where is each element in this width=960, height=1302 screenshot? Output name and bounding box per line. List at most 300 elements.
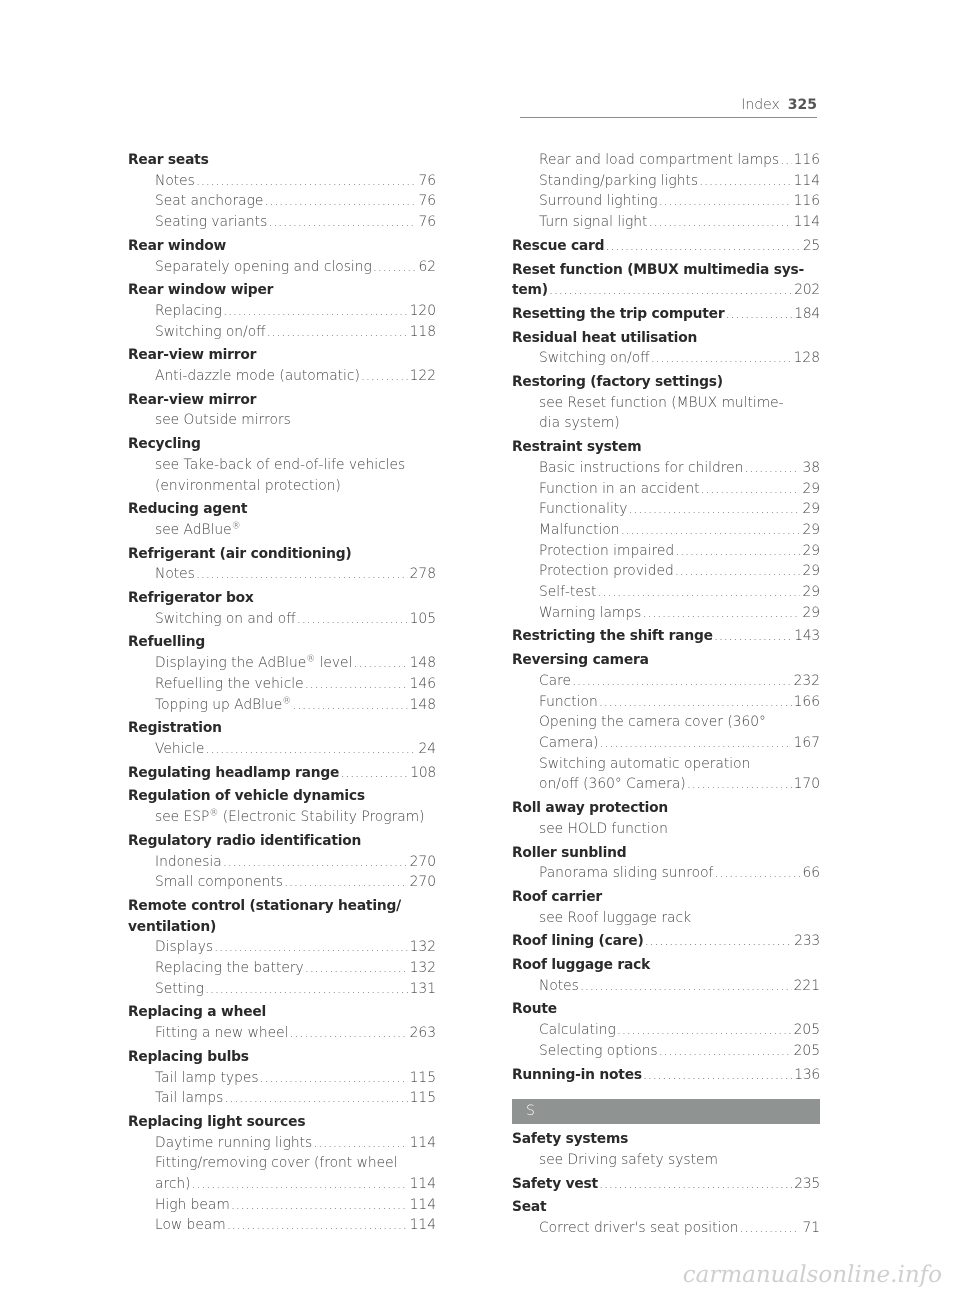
subentry-label: Fitting a new wheel [155,1025,289,1042]
index-entry [128,831,436,893]
leader-dots [643,1065,792,1086]
index-heading[interactable]: Regulation of vehicle dynamics [128,788,365,805]
index-entry [128,1002,436,1043]
index-subentry[interactable] [539,541,820,562]
page-ref[interactable]: 136 [794,1066,820,1083]
index-subentry [539,712,820,733]
index-heading[interactable]: Replacing bulbs [128,1048,249,1065]
page-ref[interactable]: 114 [409,1176,436,1193]
heading-text: tem) [512,282,548,299]
leader-dots [268,212,416,233]
subentry-label: Tail lamp types [155,1069,259,1086]
subentry-label-cont: level [315,655,353,672]
index-subentry[interactable] [539,774,820,795]
index-subentry[interactable] [155,191,436,212]
index-subentry[interactable] [539,348,820,369]
index-group-s [512,1129,820,1239]
subentry-label: Separately opening and closing [155,258,372,275]
index-heading[interactable] [512,236,820,257]
leader-dots [675,561,800,582]
leader-dots [699,171,792,192]
index-heading[interactable] [512,626,820,647]
index-heading[interactable]: Seat [512,1199,547,1216]
subentry-label: Calculating [539,1022,616,1039]
index-subentry[interactable] [539,1218,820,1239]
index-subentry[interactable] [155,674,436,695]
page-ref[interactable]: 132 [409,960,436,977]
subentry-label: Refuelling the vehicle [155,675,304,692]
index-heading[interactable]: Roll away protection [512,800,669,817]
index-heading[interactable]: Roller sunblind [512,844,627,861]
subentry-text [539,671,571,692]
leader-dots [617,1020,792,1041]
index-group-r [512,150,820,1085]
index-subentry[interactable] [155,1088,436,1109]
index-heading[interactable] [512,1174,820,1195]
index-entry [512,1197,820,1238]
index-subentry [155,520,436,541]
index-subentry [539,754,820,775]
subentry-text [539,479,699,500]
index-subentry[interactable] [539,499,820,520]
index-heading-cont[interactable] [512,280,820,301]
leader-dots [597,582,800,603]
subentry-text [539,582,596,603]
leader-dots [580,976,792,997]
index-subentry[interactable] [155,1068,436,1089]
page-ref[interactable]: 29 [802,584,820,601]
index-heading[interactable]: Regulatory radio identification [128,832,362,849]
index-subentry[interactable] [155,979,436,1000]
page-ref[interactable]: 143 [794,628,820,645]
page-ref[interactable]: 205 [793,1022,820,1039]
index-subentry [539,413,820,434]
page-ref[interactable]: 29 [802,521,820,538]
index-entry [128,499,436,540]
subentry-label: Function [539,693,598,710]
subentry-label: Malfunction [539,521,620,538]
subentry-text [539,499,627,520]
index-entry [512,1174,820,1195]
leader-dots [714,626,792,647]
index-heading[interactable]: Replacing a wheel [128,1004,267,1021]
registered-mark: ® [282,695,292,706]
subentry-label: see AdBlue [155,521,232,538]
leader-dots [223,301,408,322]
index-heading[interactable] [512,931,820,952]
index-subentry[interactable] [155,257,436,278]
leader-dots [725,304,792,325]
index-subentry [539,393,820,414]
page-ref[interactable]: 270 [409,874,436,891]
leader-dots [340,763,408,784]
index-subentry [155,807,436,828]
subentry-label: Daytime running lights [155,1134,313,1151]
page-ref[interactable]: 232 [793,672,820,689]
index-heading[interactable] [512,1065,820,1086]
page-ref[interactable]: 233 [794,933,820,950]
page-ref[interactable]: 235 [794,1175,820,1192]
page-ref[interactable]: 148 [409,696,436,713]
index-entry [128,280,436,342]
page-ref[interactable]: 116 [793,193,820,210]
subentry-text [539,191,658,212]
subentry-label: arch) [155,1176,191,1193]
index-heading[interactable]: Rear window [128,237,227,254]
subentry-label-cont: (Electronic Stability Program) [218,809,425,826]
index-subentry[interactable] [155,564,436,585]
page-ref[interactable]: 76 [418,214,436,231]
leader-dots [744,458,800,479]
index-entry [128,390,436,431]
index-subentry[interactable] [539,733,820,754]
watermark: carmanualsonline.info [682,1262,942,1288]
page-ref[interactable]: 118 [409,323,436,340]
index-subentry[interactable] [155,1133,436,1154]
subentry-label: Warning lamps [539,604,642,621]
index-subentry[interactable] [155,852,436,873]
page-ref[interactable]: 29 [802,501,820,518]
index-subentry[interactable] [539,458,820,479]
page-ref[interactable]: 114 [409,1217,436,1234]
subentry-label: Turn signal light [539,214,648,231]
page-ref[interactable]: 76 [418,193,436,210]
index-subentry[interactable] [155,212,436,233]
page-ref[interactable]: 29 [802,480,820,497]
index-subentry[interactable] [539,603,820,624]
index-subentry[interactable] [539,561,820,582]
index-subentry[interactable] [155,171,436,192]
index-heading[interactable]: Reset function (MBUX multimedia sys- [512,261,805,278]
subentry-label: Basic instructions for children [539,459,744,476]
index-entry [128,1112,436,1236]
index-subentry [155,455,436,476]
subentry-label: dia system) [539,415,620,432]
leader-dots [659,191,792,212]
leader-dots [700,479,800,500]
registered-mark: ® [209,808,219,819]
index-entry [128,786,436,827]
index-subentry [539,819,820,840]
heading-text: Roof lining (care) [512,933,644,950]
page-ref[interactable]: 114 [793,214,820,231]
page-ref[interactable]: 29 [802,604,820,621]
subentry-text [155,457,405,473]
subentry-text [539,821,668,837]
subentry-label: see Reset function (MBUX multime- [539,394,784,411]
index-entry [512,1129,820,1170]
index-subentry[interactable] [155,609,436,630]
leader-dots [205,979,408,1000]
leader-dots [297,609,408,630]
subentry-label: Vehicle [155,740,205,757]
leader-dots [289,1023,407,1044]
index-heading[interactable]: Safety systems [512,1131,629,1148]
index-heading[interactable] [128,763,436,784]
leader-dots [223,852,408,873]
subentry-text [155,191,263,212]
leader-dots [621,520,800,541]
subentry-label: Rear and load compartment lamps [539,152,780,168]
subentry-label: (environmental protection) [155,477,341,494]
index-heading[interactable]: Restoring (factory settings) [512,374,723,391]
subentry-text [539,692,598,713]
subentry-label: Displaying the AdBlue [155,655,307,672]
page-ref[interactable]: 76 [418,172,436,189]
index-heading[interactable]: Remote control (stationary heating/ [128,897,401,914]
index-subentry[interactable] [155,695,436,716]
index-heading[interactable]: Residual heat utilisation [512,329,698,346]
page-ref[interactable]: 115 [409,1090,436,1107]
leader-dots [648,212,791,233]
page-ref[interactable]: 108 [410,764,436,781]
page-ref[interactable]: 114 [409,1134,436,1151]
index-entry [512,304,820,325]
index-entry [512,626,820,647]
subentry-label: on/off (360° Camera) [539,776,686,793]
subentry-text [155,695,291,716]
leader-dots [192,1174,408,1195]
index-subentry[interactable] [155,739,436,760]
page-ref[interactable]: 184 [794,305,820,322]
page-ref[interactable]: 278 [409,566,436,583]
page-ref[interactable]: 120 [409,302,436,319]
subentry-text [155,564,195,585]
leader-dots [313,1133,407,1154]
subentry-text [155,739,204,760]
index-entry [128,718,436,759]
page-ref[interactable]: 62 [418,258,436,275]
subentry-text [155,958,304,979]
index-subentry[interactable] [539,171,820,192]
subentry-text [155,1215,226,1236]
index-entry [512,931,820,952]
subentry-text [155,609,296,630]
page-ref[interactable]: 38 [802,459,820,476]
subentry-text [539,1218,739,1239]
subentry-label: Opening the camera cover (360° [539,714,766,731]
subentry-label: High beam [155,1196,230,1213]
index-entry [128,588,436,629]
index-subentry[interactable] [155,1174,436,1195]
subentry-label: Standing/parking lights [539,172,699,189]
page-ref[interactable]: 148 [409,655,436,672]
page-ref[interactable]: 29 [802,542,820,559]
heading-text: Running-in notes [512,1066,642,1083]
index-heading[interactable]: Roof luggage rack [512,957,651,974]
index-subentry[interactable] [155,653,436,674]
index-heading[interactable]: Rear window wiper [128,282,274,299]
index-subentry[interactable] [155,872,436,893]
index-heading[interactable]: Reversing camera [512,652,649,669]
index-entry [512,260,820,301]
subentry-label: Camera) [539,734,599,751]
index-subentry[interactable] [539,520,820,541]
subentry-text [539,1020,616,1041]
subentry-label: see Driving safety system [539,1151,718,1168]
subentry-label: Displays [155,939,214,956]
page-ref[interactable]: 202 [794,282,820,299]
index-heading[interactable]: Roof carrier [512,888,602,905]
index-heading[interactable]: Refrigerant (air conditioning) [128,545,352,562]
index-entry [512,843,820,884]
page-ref[interactable]: 122 [409,368,436,385]
subentry-text [539,1152,718,1168]
index-subentry [155,476,436,497]
subentry-label: Seating variants [155,214,268,231]
leader-dots [196,564,408,585]
index-subentry[interactable] [539,863,820,884]
index-heading[interactable]: Registration [128,720,222,737]
subentry-label: Self-test [539,584,597,601]
index-subentry[interactable] [155,1023,436,1044]
index-subentry[interactable] [539,692,820,713]
subentry-text [155,1068,259,1089]
page-ref[interactable]: 66 [802,865,820,882]
page-number: 325 [787,97,817,113]
subentry-text [539,150,779,171]
index-subentry [155,410,436,431]
leader-dots [659,1041,792,1062]
leader-dots [605,236,800,257]
leader-dots [740,1218,800,1239]
leader-dots [549,280,792,301]
index-subentry[interactable] [539,1020,820,1041]
index-subentry[interactable] [155,301,436,322]
page-ref[interactable]: 131 [409,980,436,997]
leader-dots [267,322,408,343]
subentry-text [539,774,686,795]
registered-mark: ® [231,521,241,532]
leader-dots [361,366,408,387]
subentry-label: Switching automatic operation [539,755,751,772]
page-ref[interactable]: 29 [802,563,820,580]
subentry-label: Topping up AdBlue [155,696,283,713]
subentry-label: Functionality [539,501,628,518]
leader-dots [305,674,408,695]
subentry-text [155,212,267,233]
subentry-label: Surround lighting [539,193,658,210]
index-heading[interactable]: Reducing agent [128,501,248,518]
page-ref[interactable]: 105 [409,610,436,627]
leader-dots [260,1068,408,1089]
index-entry [128,544,436,585]
leader-dots [714,863,800,884]
page-ref[interactable]: 167 [793,734,820,751]
index-heading[interactable]: Rear-view mirror [128,391,257,408]
page-ref[interactable]: 132 [409,939,436,956]
registered-mark: ® [306,654,316,665]
page-ref[interactable]: 146 [409,675,436,692]
subentry-text [539,976,579,997]
page-ref[interactable]: 115 [409,1069,436,1086]
index-subentry[interactable] [155,1215,436,1236]
subentry-label: see ESP [155,809,210,826]
index-entry [512,955,820,996]
subentry-text [539,212,647,233]
index-heading[interactable]: Restraint system [512,439,642,456]
index-subentry[interactable] [539,1041,820,1062]
index-subentry[interactable] [155,937,436,958]
subentry-text [539,561,674,582]
index-subentry[interactable] [155,1195,436,1216]
leader-dots [284,872,408,893]
index-subentry[interactable] [539,479,820,500]
index-entry [512,372,820,434]
index-heading[interactable]: Replacing light sources [128,1113,306,1130]
page-ref[interactable]: 166 [793,693,820,710]
index-subentry[interactable] [539,212,820,233]
index-heading[interactable]: Recycling [128,436,201,453]
leader-dots [205,739,416,760]
page-ref[interactable]: 205 [793,1042,820,1059]
leader-dots [214,937,408,958]
index-heading[interactable]: Rear seats [128,152,209,168]
leader-dots [628,499,800,520]
index-subentry[interactable] [539,582,820,603]
page-ref[interactable]: 270 [409,853,436,870]
subentry-text [539,756,750,772]
page-ref[interactable]: 114 [409,1196,436,1213]
leader-dots [645,931,793,952]
index-heading[interactable]: Route [512,1001,557,1018]
leader-dots [599,1174,792,1195]
index-entry [512,328,820,369]
page-ref[interactable]: 221 [793,977,820,994]
index-entry [128,434,436,496]
page-ref[interactable]: 71 [802,1220,820,1237]
subentry-label: Notes [155,566,195,583]
leader-dots [651,348,792,369]
leader-dots [600,733,792,754]
index-subentry [539,908,820,929]
index-subentry[interactable] [539,191,820,212]
subentry-label: Correct driver's seat position [539,1220,739,1237]
page-ref[interactable]: 24 [418,740,436,757]
page-ref[interactable]: 128 [793,350,820,367]
index-subentry[interactable] [155,958,436,979]
heading-text: Regulating headlamp range [128,764,340,781]
index-heading[interactable] [512,304,820,325]
subentry-label: Replacing the battery [155,960,304,977]
page-ref[interactable]: 170 [793,776,820,793]
page-ref[interactable]: 114 [793,172,820,189]
page-ref[interactable]: 263 [409,1025,436,1042]
index-subentry[interactable] [155,366,436,387]
subentry-label: Protection provided [539,563,674,580]
subentry-label: Setting [155,980,204,997]
subentry-text [155,412,291,428]
index-entry [512,437,820,623]
index-entry [128,632,436,715]
page-ref[interactable]: 116 [793,152,820,168]
leader-dots [231,1195,408,1216]
page-ref[interactable]: 25 [802,237,820,254]
index-subentry[interactable] [155,322,436,343]
index-heading[interactable]: Rear-view mirror [128,347,257,364]
index-heading-cont[interactable]: ventilation) [128,918,217,935]
index-entry [512,999,820,1061]
index-heading[interactable]: Refuelling [128,634,206,651]
index-subentry[interactable] [539,976,820,997]
index-heading[interactable]: Refrigerator box [128,590,254,607]
index-subentry[interactable] [539,671,820,692]
leader-dots [675,541,800,562]
subentry-text [539,395,784,411]
index-subentry[interactable] [539,150,820,171]
subentry-text [155,1088,223,1109]
subentry-text [155,171,195,192]
